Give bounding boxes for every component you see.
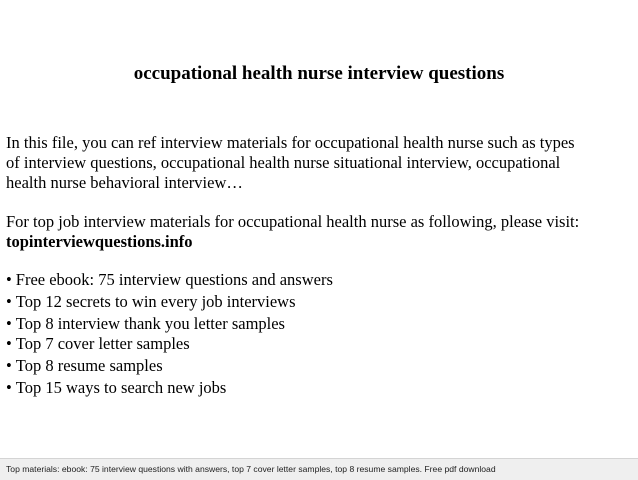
footer-text: Top materials: ebook: 75 interview questions with answers, top 7 cover letter samples, top 8 resume samples. Free pdf download: [6, 464, 496, 474]
list-item-text: Top 8 interview thank you letter samples: [15, 314, 285, 333]
list-item-text: Top 7 cover letter samples: [15, 334, 190, 353]
list-item: [6, 292, 632, 312]
list-item-text: Free ebook: 75 interview questions and answers: [15, 270, 333, 289]
intro-paragraph: [6, 133, 632, 193]
site-link[interactable]: topinterviewquestions.info: [6, 232, 193, 251]
resources-paragraph: [6, 212, 632, 252]
resource-list: [6, 270, 632, 398]
bullet-mark: •: [6, 292, 12, 311]
list-item: [6, 356, 632, 376]
slide-title: occupational health nurse interview questions: [133, 63, 505, 84]
bullet-mark: •: [6, 378, 12, 397]
list-item-text: Top 12 secrets to win every job interviews: [15, 292, 296, 311]
footer-bar: [0, 458, 638, 480]
bullet-mark: •: [6, 356, 12, 375]
list-item: [6, 270, 632, 290]
resources-line: For top job interview materials for occupational health nurse as following, please visit:: [6, 212, 580, 231]
list-item-text: Top 15 ways to search new jobs: [15, 378, 227, 397]
bullet-mark: •: [6, 334, 12, 353]
intro-line-2: of interview questions, occupational health nurse situational interview, occupational: [6, 153, 561, 172]
list-item: [6, 334, 632, 354]
intro-line-3: health nurse behavioral interview…: [6, 173, 243, 192]
list-item: [6, 378, 632, 398]
list-item-text: Top 8 resume samples: [15, 356, 163, 375]
list-item: [6, 314, 632, 334]
bullet-mark: •: [6, 314, 12, 333]
bullet-mark: •: [6, 270, 12, 289]
intro-line-1: In this file, you can ref interview materials for occupational health nurse such as types: [6, 133, 575, 152]
